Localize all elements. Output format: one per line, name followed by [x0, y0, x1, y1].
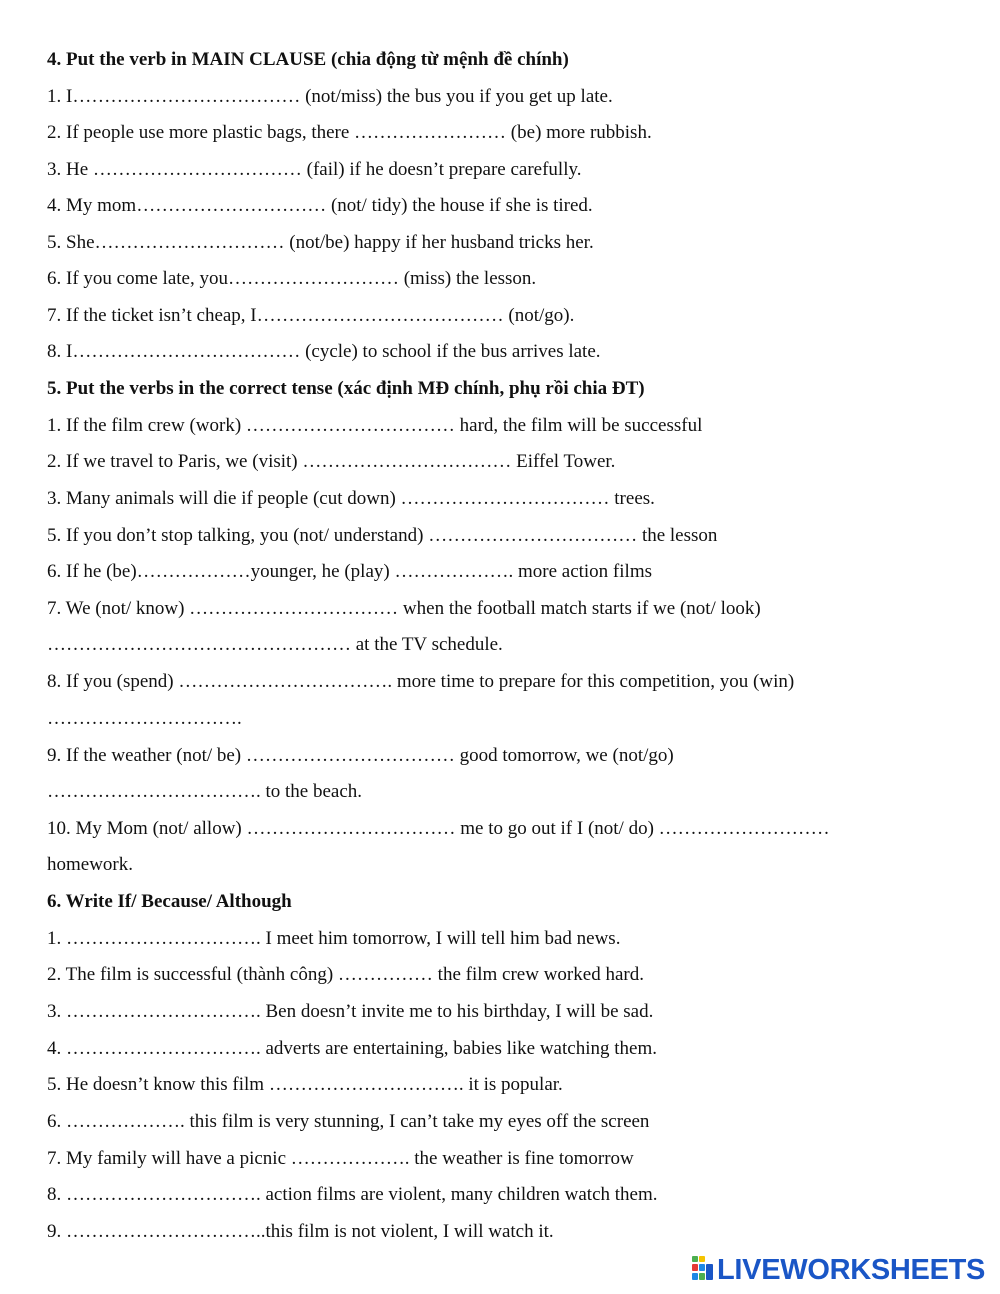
exercise-line: 8. If you (spend) ……………………………. more time to prepare for this competition, you (win) — [47, 671, 795, 692]
liveworksheets-logo-text: LIVEWORKSHEETS — [717, 1253, 986, 1286]
exercise-line: 7. We (not/ know) …………………………… when the football match starts if we (not/ look) — [47, 598, 761, 619]
exercise-line: ……………………………. to the beach. — [47, 781, 363, 802]
exercise-line: 5. She………………………… (not/be) happy if her husband tricks her. — [47, 232, 594, 253]
exercise-line: 9. If the weather (not/ be) …………………………… good tomorrow, we (not/go) — [47, 745, 674, 766]
exercise-line: 8. …………………………. action films are violent, many children watch them. — [47, 1184, 658, 1205]
exercise-line: 1. I……………………………… (not/miss) the bus you if you get up late. — [47, 86, 613, 107]
exercise-line: 6. ………………. this film is very stunning, I can’t take my eyes off the screen — [47, 1111, 650, 1132]
section-4-heading: 4. Put the verb in MAIN CLAUSE (chia động từ mệnh đề chính) — [47, 49, 569, 70]
exercise-line: 4. My mom………………………… (not/ tidy) the house if she is tired. — [47, 195, 593, 216]
exercise-line: 6. If he (be)………………younger, he (play) ………………. more action films — [47, 561, 652, 582]
exercise-line: 2. If we travel to Paris, we (visit) …………………………… Eiffel Tower. — [47, 451, 616, 472]
exercise-line: 7. If the ticket isn’t cheap, I………………………………… (not/go). — [47, 305, 575, 326]
exercise-line: 1. …………………………. I meet him tomorrow, I will tell him bad news. — [47, 928, 621, 949]
exercise-line: 3. …………………………. Ben doesn’t invite me to his birthday, I will be sad. — [47, 1001, 654, 1022]
exercise-line: 5. He doesn’t know this film …………………………. it is popular. — [47, 1074, 563, 1095]
exercise-line: 2. If people use more plastic bags, there …………………… (be) more rubbish. — [47, 122, 652, 143]
exercise-line: ………………………………………… at the TV schedule. — [47, 634, 503, 655]
liveworksheets-logo-icon — [692, 1255, 714, 1286]
exercise-line: 10. My Mom (not/ allow) …………………………… me to go out if I (not/ do) ……………………… — [47, 818, 830, 839]
exercise-line: 7. My family will have a picnic ………………. the weather is fine tomorrow — [47, 1148, 634, 1169]
exercise-line: 9. …………………………..this film is not violent, I will watch it. — [47, 1221, 554, 1242]
exercise-line: 3. He …………………………… (fail) if he doesn’t prepare carefully. — [47, 159, 582, 180]
exercise-line: 1. If the film crew (work) …………………………… hard, the film will be successful — [47, 415, 703, 436]
section-5-heading: 5. Put the verbs in the correct tense (xác định MĐ chính, phụ rồi chia ĐT) — [47, 378, 645, 399]
exercise-line: 2. The film is successful (thành công) …………… the film crew worked hard. — [47, 964, 644, 985]
liveworksheets-logo[interactable] — [692, 1253, 985, 1287]
section-6-heading: 6. Write If/ Because/ Although — [47, 891, 292, 912]
exercise-line: 4. …………………………. adverts are entertaining, babies like watching them. — [47, 1038, 657, 1059]
exercise-line: …………………………. — [47, 708, 242, 729]
exercise-line: 8. I……………………………… (cycle) to school if the bus arrives late. — [47, 341, 601, 362]
exercise-line: 5. If you don’t stop talking, you (not/ understand) …………………………… the lesson — [47, 525, 718, 546]
exercise-line: homework. — [47, 854, 134, 875]
exercise-line: 3. Many animals will die if people (cut down) …………………………… trees. — [47, 488, 655, 509]
exercise-line: 6. If you come late, you……………………… (miss) the lesson. — [47, 268, 537, 289]
